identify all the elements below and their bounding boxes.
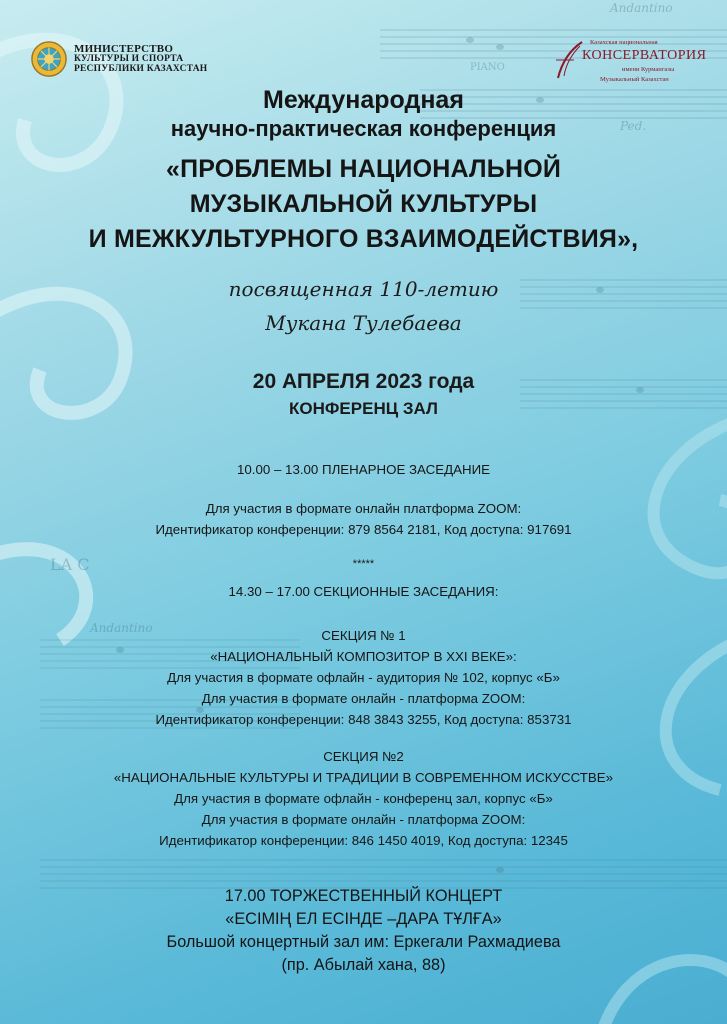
section-2-title: СЕКЦИЯ №2 [323, 749, 404, 764]
ministry-name [74, 44, 207, 74]
section-1-ids: Идентификатор конференции: 848 3843 3255, Код доступа: 853731 [155, 712, 572, 727]
concert [0, 885, 727, 977]
section-2-name: «НАЦИОНАЛЬНЫЕ КУЛЬТУРЫ И ТРАДИЦИИ В СОВРЕМЕННОМ ИСКУССТВЕ» [113, 770, 614, 785]
ministry-line-3: РЕСПУБЛИКИ КАЗАХСТАН [74, 64, 208, 74]
ministry-line-1: МИНИСТЕРСТВО [74, 43, 174, 55]
score-word-ped: Ped. [620, 119, 647, 133]
title-line-2: научно-практическая конференция [170, 116, 557, 141]
section-2-offline: Для участия в формате офлайн - конференц зал, корпус «Б» [174, 791, 553, 806]
title-line-5: И МЕЖКУЛЬТУРНОГО ВЗАИМОДЕЙСТВИЯ», [88, 225, 639, 253]
conservatory-sub-2: Музыкальный Казахстан [600, 76, 669, 83]
plenary-time: 10.00 – 13.00 ПЛЕНАРНОЕ ЗАСЕДАНИЕ [236, 462, 490, 477]
plenary-ids: Идентификатор конференции: 879 8564 2181, Код доступа: 917691 [155, 522, 572, 537]
concert-line-2: «ЕСІМІҢ ЕЛ ЕСІНДЕ –ДАРА ТҰЛҒА» [225, 910, 502, 928]
concert-line-4: (пр. Абылай хана, 88) [281, 956, 446, 974]
section-1-name: «НАЦИОНАЛЬНЫЙ КОМПОЗИТОР В XXI ВЕКЕ»: [210, 649, 517, 664]
conservatory-name: КОНСЕРВАТОРИЯ [582, 48, 707, 63]
concert-line-3: Большой концертный зал им: Еркегали Рахмадиева [166, 933, 561, 951]
score-word-andantino-left: Andantino [90, 621, 153, 635]
concert-line-1: 17.00 ТОРЖЕСТВЕННЫЙ КОНЦЕРТ [224, 887, 503, 905]
event-date: 20 АПРЕЛЯ 2023 года [252, 370, 475, 393]
ministry-logo [30, 40, 207, 78]
section-2-online: Для участия в формате онлайн - платформа ZOOM: [201, 812, 526, 827]
plenary-online: Для участия в формате онлайн платформа ZOOM: [205, 501, 522, 516]
section-1-offline: Для участия в формате офлайн - аудитория № 102, корпус «Б» [167, 670, 560, 685]
conservatory-logo [552, 36, 707, 86]
score-word-la: LA C [50, 555, 90, 574]
conservatory-sub-1: имени Курмангазы [622, 66, 675, 73]
section-2-ids: Идентификатор конференции: 846 1450 4019, Код доступа: 12345 [159, 833, 568, 848]
plenary-zoom [0, 498, 727, 540]
section-2 [0, 746, 727, 851]
conference-title [0, 152, 727, 257]
sections-header: 14.30 – 17.00 СЕКЦИОННЫЕ ЗАСЕДАНИЯ: [228, 584, 499, 599]
score-word-piano: PIANO [470, 62, 505, 73]
dedication-line-2: Мукана Тулебаева [265, 311, 462, 335]
dedication-line-1: посвященная 110-летию [228, 277, 499, 301]
section-1 [0, 625, 727, 730]
section-1-online: Для участия в формате онлайн - платформа ZOOM: [201, 691, 526, 706]
ministry-line-2: КУЛЬТУРЫ И СПОРТА [74, 54, 184, 64]
title-line-3: «ПРОБЛЕМЫ НАЦИОНАЛЬНОЙ [165, 155, 562, 183]
score-word-andantino-top: Andantino [610, 1, 673, 15]
conservatory-top-text: Казахская национальная [590, 39, 658, 46]
state-emblem-icon [30, 40, 68, 78]
dedication [0, 272, 727, 340]
separator: ***** [352, 558, 375, 570]
title-line-4: МУЗЫКАЛЬНОЙ КУЛЬТУРЫ [189, 190, 538, 218]
event-hall: КОНФЕРЕНЦ ЗАЛ [289, 399, 438, 418]
title-line-1: Международная [263, 86, 464, 114]
section-1-title: СЕКЦИЯ № 1 [321, 628, 406, 643]
